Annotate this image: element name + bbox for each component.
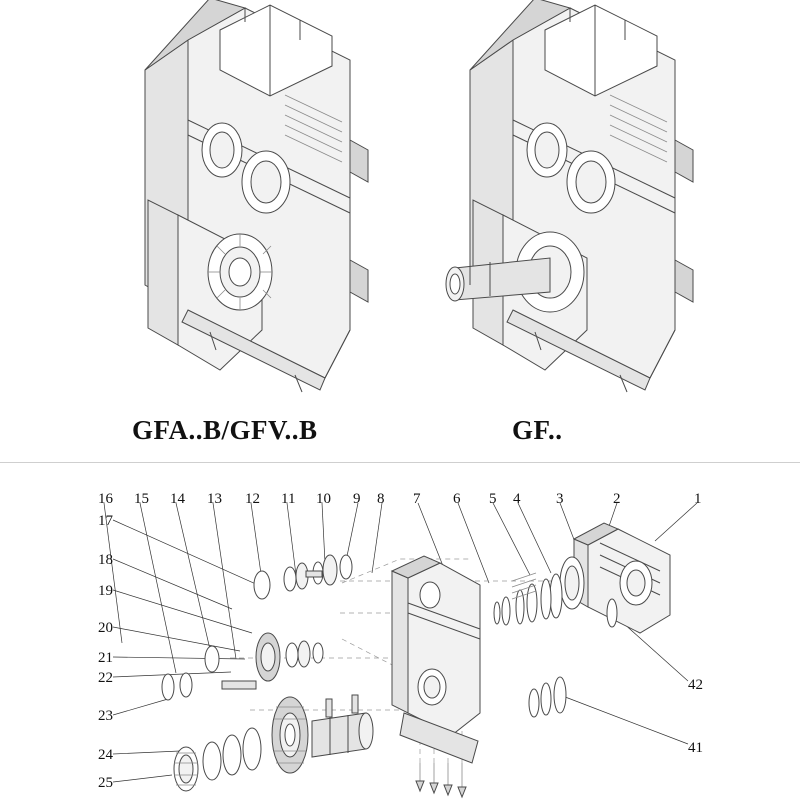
callout-5: 5 xyxy=(489,491,497,507)
callout-10: 10 xyxy=(316,491,331,507)
callout-1: 1 xyxy=(694,491,702,507)
gearbox-drawing-right xyxy=(395,0,725,400)
callout-7: 7 xyxy=(413,491,421,507)
callout-19: 19 xyxy=(98,583,113,599)
callout-18: 18 xyxy=(98,552,113,568)
callout-41: 41 xyxy=(688,740,703,756)
caption-gearbox-right: GF.. xyxy=(512,415,563,445)
callout-25: 25 xyxy=(98,775,113,791)
callout-17: 17 xyxy=(98,513,113,529)
exploded-view-svg xyxy=(0,463,800,800)
callout-12: 12 xyxy=(245,491,260,507)
gearbox-right-svg xyxy=(395,0,725,400)
callout-4: 4 xyxy=(513,491,521,507)
callout-21: 21 xyxy=(98,650,113,666)
callout-2: 2 xyxy=(613,491,621,507)
callout-16: 16 xyxy=(98,491,113,507)
callout-23: 23 xyxy=(98,708,113,724)
callout-20: 20 xyxy=(98,620,113,636)
callout-13: 13 xyxy=(207,491,222,507)
callout-14: 14 xyxy=(170,491,185,507)
callout-15: 15 xyxy=(134,491,149,507)
callout-3: 3 xyxy=(556,491,564,507)
caption-gearbox-left: GFA..B/GFV..B xyxy=(132,415,318,445)
gearbox-left-svg xyxy=(70,0,400,400)
exploded-parts-diagram xyxy=(0,463,800,800)
callout-22: 22 xyxy=(98,670,113,686)
callout-24: 24 xyxy=(98,747,113,763)
callout-6: 6 xyxy=(453,491,461,507)
gearbox-drawing-left xyxy=(70,0,400,400)
callout-11: 11 xyxy=(281,491,296,507)
callout-8: 8 xyxy=(377,491,385,507)
callout-42: 42 xyxy=(688,677,703,693)
callout-9: 9 xyxy=(353,491,361,507)
